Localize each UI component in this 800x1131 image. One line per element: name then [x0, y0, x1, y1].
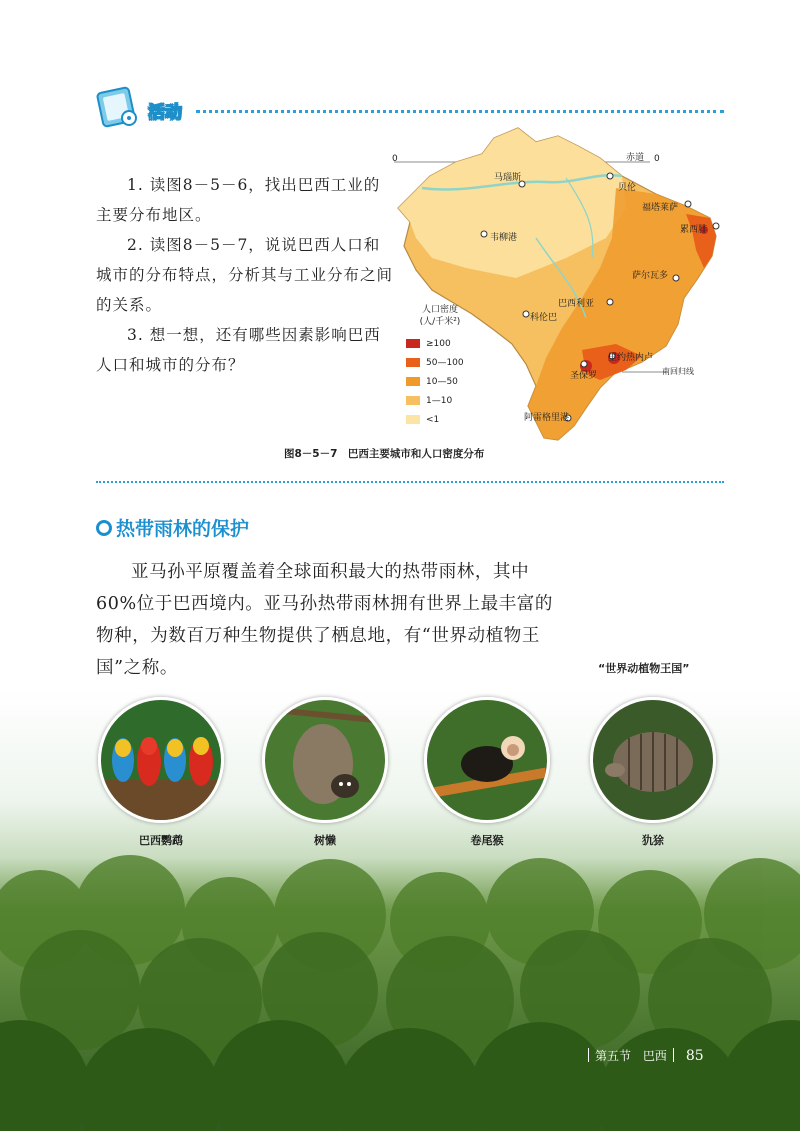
legend-swatch — [406, 358, 420, 367]
footer-divider — [673, 1048, 674, 1062]
legend-title-text: 人口密度 — [421, 305, 458, 315]
legend-item — [406, 414, 439, 426]
animal-label: 树懒 — [314, 834, 336, 847]
city-belem: 贝伦 — [618, 183, 637, 193]
section-divider — [96, 481, 724, 483]
city-rio: 里约热内卢 — [608, 353, 654, 363]
figure-caption: 图8－5－7 巴西主要城市和人口密度分布 — [284, 448, 485, 460]
legend-swatch — [406, 415, 420, 424]
map-zero-right: 0 — [654, 154, 660, 164]
animal-label: 巴西鹦鹉 — [139, 834, 183, 847]
legend-item — [406, 376, 458, 388]
footer-section: 第五节 — [595, 1049, 632, 1063]
map-tropic-label: 南回归线 — [662, 367, 694, 376]
map-equator-label: 赤道 — [626, 153, 645, 163]
page-number: 85 — [685, 1048, 704, 1064]
activity-icon — [96, 84, 142, 130]
page-footer — [582, 1047, 704, 1064]
city-recife: 累西腓 — [680, 225, 708, 235]
map-zero-left: 0 — [392, 154, 398, 164]
section-paragraph: 亚马孙平原覆盖着全球面积最大的热带雨林，其中60%位于巴西境内。亚马孙热带雨林拥有世界上最丰富的物种，为数百万种生物提供了栖息地，有“世界动植物王国”之称。 — [96, 562, 553, 678]
footer-country: 巴西 — [642, 1049, 667, 1063]
legend-label: ≥100 — [426, 339, 451, 349]
legend-item — [406, 395, 452, 407]
legend-swatch — [406, 377, 420, 386]
city-goiania: 科伦巴 — [530, 313, 558, 323]
city-porto-velho: 韦柳港 — [490, 233, 518, 243]
question-1: 1. 读图8－5－6，找出巴西工业的主要分布地区。 — [96, 176, 381, 224]
legend-swatch — [406, 396, 420, 405]
section-heading-text: 热带雨林的保护 — [116, 518, 250, 540]
bullet-ring-icon — [96, 520, 112, 536]
question-3: 3. 想一想，还有哪些因素影响巴西人口和城市的分布？ — [96, 326, 381, 374]
city-fortaleza: 福塔莱萨 — [642, 203, 679, 213]
legend-swatch — [406, 339, 420, 348]
capuchin-icon — [427, 700, 547, 820]
kingdom-caption: “世界动植物王国” — [598, 662, 690, 675]
city-manaus: 马瑙斯 — [494, 173, 522, 183]
brazil-population-map — [386, 118, 726, 448]
animal-photo-parrot — [98, 697, 224, 823]
legend-label: 1—10 — [426, 396, 453, 406]
legend-unit: (人/千米²) — [419, 317, 461, 327]
animal-label: 犰狳 — [642, 834, 664, 847]
city-brasilia: 巴西利亚 — [558, 299, 595, 309]
animal-photo-armadillo — [590, 697, 716, 823]
parrot-icon — [101, 700, 221, 820]
legend-item — [406, 338, 451, 350]
armadillo-icon — [593, 700, 713, 820]
legend-label: 10—50 — [426, 377, 458, 387]
city-sao-paulo: 圣保罗 — [570, 371, 598, 381]
city-porto-alegre: 阿雷格里港 — [524, 413, 570, 423]
question-2: 2. 读图8－5－7，说说巴西人口和城市的分布特点，分析其与工业分布之间的关系。 — [96, 236, 394, 314]
section-heading — [96, 514, 249, 541]
activity-title: 活动 — [148, 103, 182, 123]
animal-photo-sloth — [262, 697, 388, 823]
legend-label: <1 — [426, 415, 440, 425]
city-salvador: 萨尔瓦多 — [632, 271, 669, 281]
footer-divider — [588, 1048, 589, 1062]
animal-label: 卷尾猴 — [470, 834, 504, 847]
section-body — [96, 556, 566, 684]
legend-label: 50—100 — [426, 358, 464, 368]
legend-title — [410, 304, 470, 328]
activity-divider — [196, 110, 724, 113]
activity-questions — [96, 170, 396, 380]
sloth-icon — [265, 700, 385, 820]
legend-item — [406, 357, 464, 369]
animal-photo-capuchin — [424, 697, 550, 823]
